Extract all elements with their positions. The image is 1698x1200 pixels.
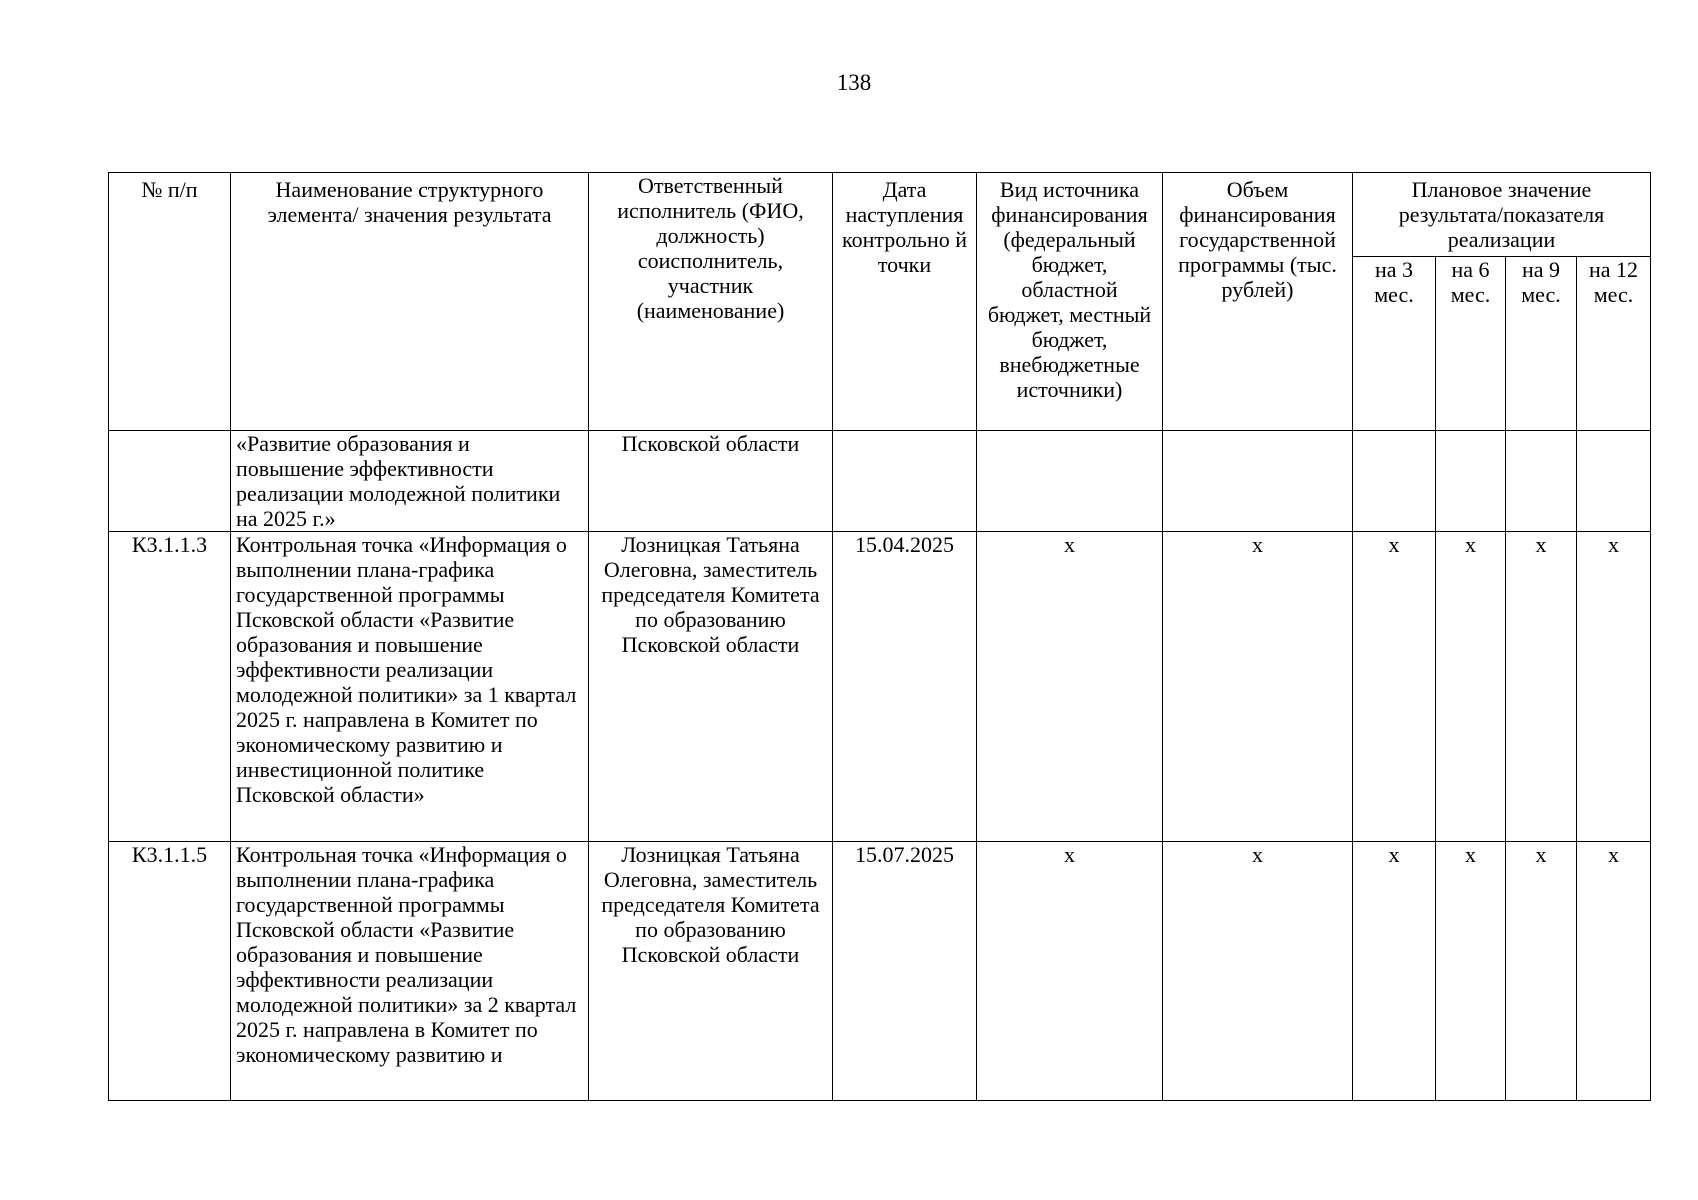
cell-num — [109, 431, 231, 532]
table-row — [109, 431, 1651, 532]
cell-name: «Развитие образования и повышение эффективности реализации молодежной политики на 2025 г.» — [231, 431, 589, 532]
cell-3-months — [1353, 431, 1436, 532]
header-source: Вид источника финансирования (федеральный бюджет, областной бюджет, местный бюджет, внебюджетные источники) — [977, 173, 1163, 431]
header-3-months: на 3 мес. — [1353, 257, 1436, 431]
cell-12-months: х — [1577, 532, 1651, 842]
cell-num: К3.1.1.5 — [109, 842, 231, 1101]
cell-date — [833, 431, 977, 532]
cell-source — [977, 431, 1163, 532]
cell-3-months: х — [1353, 842, 1436, 1101]
cell-6-months — [1436, 431, 1506, 532]
table-row — [109, 532, 1651, 842]
header-date: Дата наступления контрольно й точки — [833, 173, 977, 431]
cell-3-months: х — [1353, 532, 1436, 842]
cell-source: х — [977, 842, 1163, 1101]
table-row — [109, 842, 1651, 1101]
cell-responsible: Лозницкая Татьяна Олеговна, заместитель председателя Комитета по образованию Псковской области — [589, 842, 833, 1101]
cell-volume: х — [1163, 532, 1353, 842]
cell-name: Контрольная точка «Информация о выполнении плана-графика государственной программы Псковской области «Развитие образования и повышение эффективности реализации молодежной политики» за 1 квартал 2025 г. направлена в Комитет по экономическому развитию и инвестиционной политике Псковской области» — [231, 532, 589, 842]
header-6-months: на 6 мес. — [1436, 257, 1506, 431]
cell-9-months: х — [1506, 842, 1577, 1101]
header-12-months: на 12 мес. — [1577, 257, 1651, 431]
cell-date: 15.07.2025 — [833, 842, 977, 1101]
control-points-table — [108, 172, 1651, 1101]
cell-9-months: х — [1506, 532, 1577, 842]
cell-6-months: х — [1436, 532, 1506, 842]
cell-9-months — [1506, 431, 1577, 532]
header-9-months: на 9 мес. — [1506, 257, 1577, 431]
header-responsible: Ответственный исполнитель (ФИО, должность) соисполнитель, участник (наименование) — [589, 173, 833, 431]
cell-name: Контрольная точка «Информация о выполнении плана-графика государственной программы Псковской области «Развитие образования и повышение эффективности реализации молодежной политики» за 2 квартал 2025 г. направлена в Комитет по экономическому развитию и — [231, 842, 589, 1101]
cell-6-months: х — [1436, 842, 1506, 1101]
header-planned: Плановое значение результата/показателя реализации — [1353, 173, 1651, 257]
cell-12-months — [1577, 431, 1651, 532]
cell-responsible: Лозницкая Татьяна Олеговна, заместитель председателя Комитета по образованию Псковской области — [589, 532, 833, 842]
header-num: № п/п — [109, 173, 231, 431]
cell-volume — [1163, 431, 1353, 532]
cell-date: 15.04.2025 — [833, 532, 977, 842]
cell-source: х — [977, 532, 1163, 842]
header-name: Наименование структурного элемента/ значения результата — [231, 173, 589, 431]
cell-responsible: Псковской области — [589, 431, 833, 532]
cell-volume: х — [1163, 842, 1353, 1101]
header-volume: Объем финансирования государственной программы (тыс. рублей) — [1163, 173, 1353, 431]
cell-num: К3.1.1.3 — [109, 532, 231, 842]
cell-12-months: х — [1577, 842, 1651, 1101]
page-number: 138 — [836, 70, 872, 95]
